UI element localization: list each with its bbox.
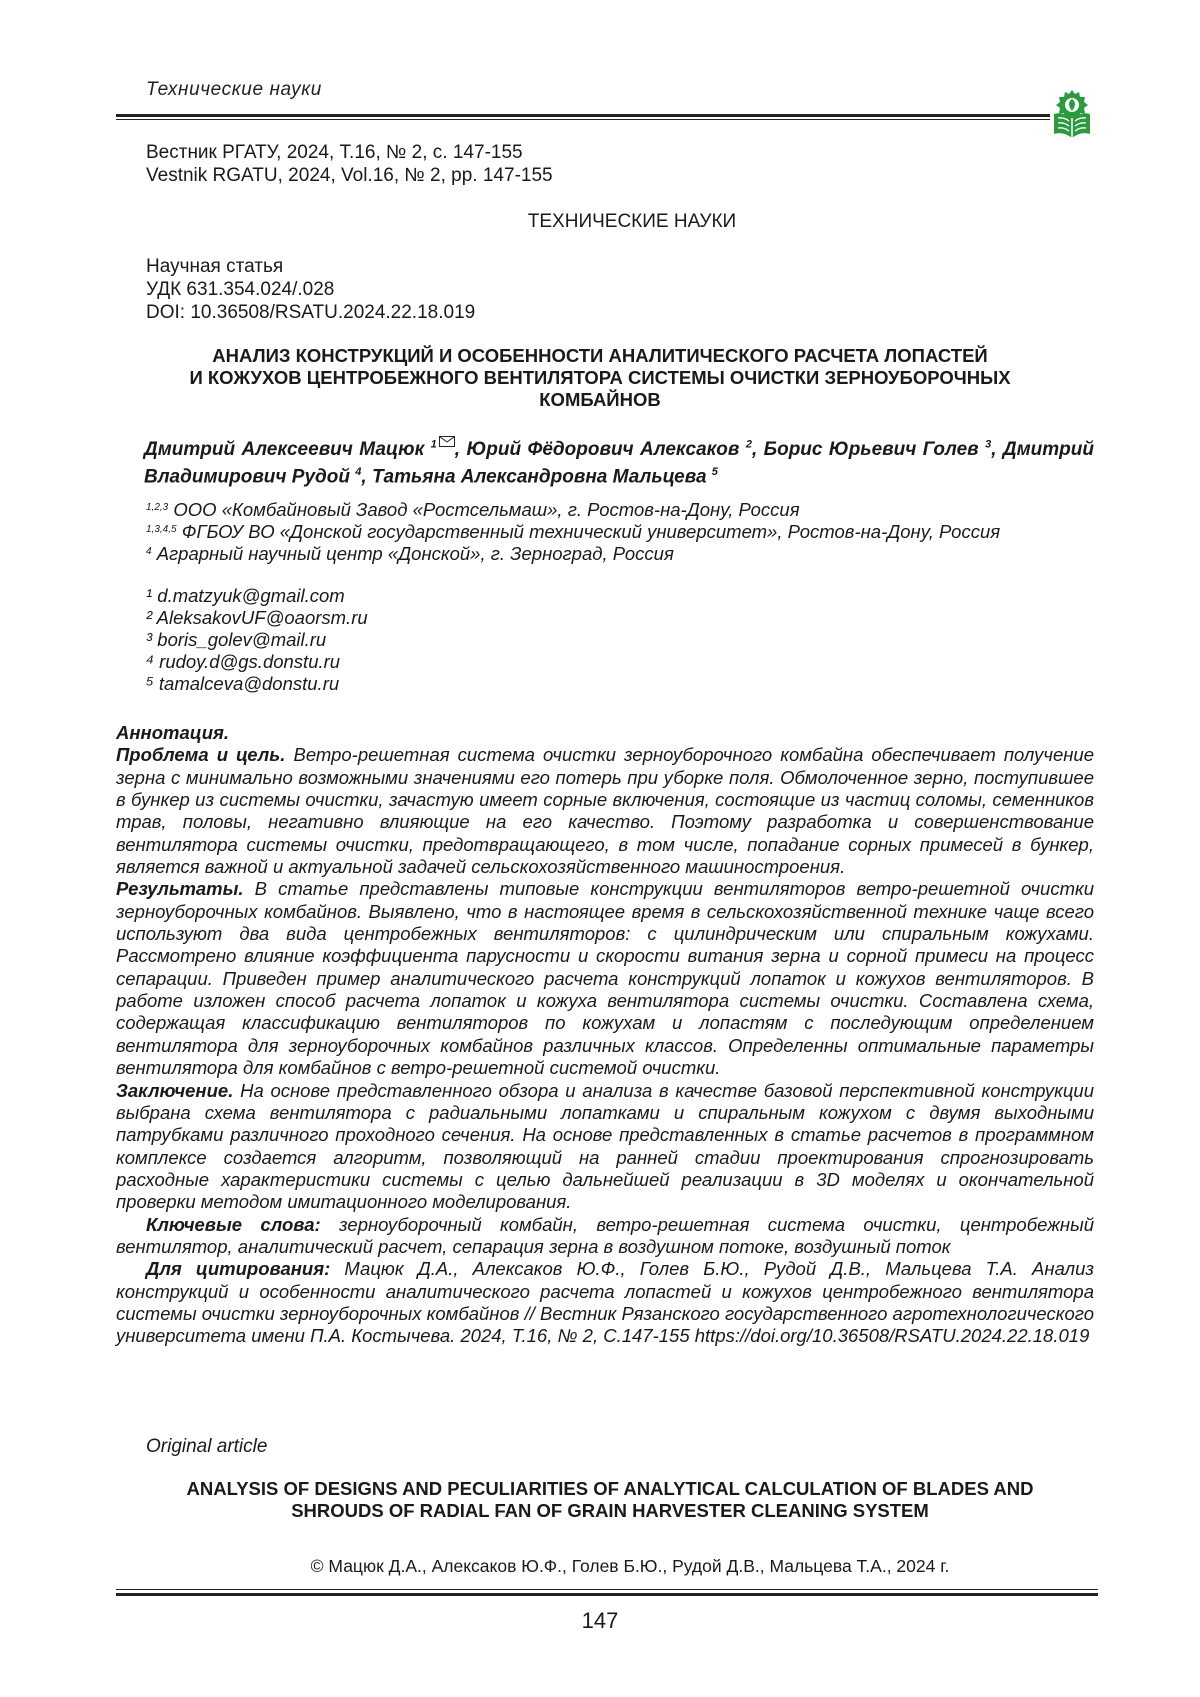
affiliation-marks: 4 bbox=[146, 546, 152, 557]
affiliation bbox=[146, 541, 674, 565]
affiliation-marks: 1,3,4,5 bbox=[146, 524, 177, 535]
doi: DOI: 10.36508/RSATU.2024.22.18.019 bbox=[146, 302, 476, 323]
citation-en: Vestnik RGATU, 2024, Vol.16, № 2, pp. 147-155 bbox=[146, 165, 553, 186]
copyright: © Мацюк Д.А., Алексаков Ю.Ф., Голев Б.Ю., Рудой Д.В., Мальцева Т.А., 2024 г. bbox=[310, 1556, 950, 1576]
affiliation bbox=[146, 497, 800, 521]
header-rule-thin bbox=[116, 119, 1050, 120]
title-ru-line3: КОМБАЙНОВ bbox=[539, 389, 661, 410]
keywords-label: Ключевые слова: bbox=[146, 1213, 321, 1235]
title-ru-line1: АНАЛИЗ КОНСТРУКЦИЙ И ОСОБЕННОСТИ АНАЛИТИЧЕСКОГО РАСЧЕТА ЛОПАСТЕЙ bbox=[212, 345, 988, 366]
author-name: Татьяна Александровна Мальцева bbox=[371, 466, 707, 488]
title-ru-line2: И КОЖУХОВ ЦЕНТРОБЕЖНОГО ВЕНТИЛЯТОРА СИСТЕМЫ ОЧИСТКИ ЗЕРНОУБОРОЧНЫХ bbox=[189, 367, 1011, 388]
journal-leaf-gear-icon bbox=[1050, 88, 1094, 138]
author-mark: 3 bbox=[985, 438, 992, 451]
journal-logo bbox=[1050, 88, 1094, 138]
author-name: Дмитрий Алексеевич Мацюк bbox=[144, 439, 425, 460]
author-name: Дмитрий Владимирович Рудой bbox=[144, 439, 1095, 488]
email-link[interactable]: ⁵ tamalceva@donstu.ru bbox=[146, 673, 340, 694]
author-name: Борис Юрьевич Голев bbox=[763, 439, 979, 460]
title-en-line2: SHROUDS OF RADIAL FAN OF GRAIN HARVESTER CLEANING SYSTEM bbox=[291, 1500, 929, 1521]
rubric: ТЕХНИЧЕСКИЕ НАУКИ bbox=[527, 211, 737, 232]
affiliation bbox=[146, 519, 1000, 543]
email-link[interactable]: ¹ d.matzyuk@gmail.com bbox=[146, 585, 345, 606]
article-type-en: Original article bbox=[146, 1436, 268, 1457]
author-list: Дмитрий Алексеевич Мацюк $^1$ , Юрий Фёдорович Алексаков $^2$, Борис Юрьевич Голев $^3$, Дмитрий Владимирович Рудой $^4$, Татьяна Александровна Мальцева $^5$ bbox=[144, 430, 1094, 488]
affiliation-text: ФГБОУ ВО «Донской государственный технический университет», Ростов-на-Дону, Россия bbox=[181, 521, 1001, 542]
author-mark: 5 bbox=[711, 466, 718, 478]
abstract-heading: Аннотация. bbox=[116, 722, 230, 743]
abstract bbox=[116, 722, 1094, 1348]
page-number: 147 bbox=[581, 1608, 619, 1633]
author-mark: 4 bbox=[355, 466, 362, 478]
citation-ru: Вестник РГАТУ, 2024, Т.16, № 2, с. 147-155 bbox=[146, 142, 523, 163]
affiliation-marks: 1,2,3 bbox=[146, 502, 169, 513]
author-mark: 1 bbox=[430, 438, 437, 451]
keywords-text: зерноуборочный комбайн, ветро-решетная система очистки, центробежный вентилятор, аналитический расчет, сепарация зерна в воздушном потоке, воздушный поток bbox=[116, 1213, 1094, 1257]
cite-label: Для цитирования: bbox=[146, 1258, 331, 1280]
affiliation-text: Аграрный научный центр «Донской», г. Зерноград, Россия bbox=[156, 543, 674, 564]
footer-rule-thin bbox=[116, 1589, 1098, 1590]
conclusion-label: Заключение. bbox=[116, 1079, 234, 1101]
running-header-section: Технические науки bbox=[146, 79, 322, 100]
email-link[interactable]: ³ boris_golev@mail.ru bbox=[146, 629, 327, 650]
results-text: В статье представлены типовые конструкции вентиляторов ветро-решетной очистки зерноуборочных комбайнов. Выявлено, что в настоящее время в сельскохозяйственной технике чаще всего используют два вида центробежных вентиляторов: с цилиндрическим или спиральным кожухами. Рассмотрено влияние коэффициента парусности и скорости витания зерна и сорной примеси на процесс сепарации. Приведен пример аналитического расчета конструкций лопаток и кожухов вентиляторов. В работе изложен способ расчета лопаток и кожуха вентилятора системы очистки. Составлена схема, содержащая классификацию вентиляторов по кожухам и лопастям с последующим определением вентилятора для зерноуборочных комбайнов различных классов. Определенны оптимальные параметры вентилятора для комбайнов с ветро-решетной системой очистки. bbox=[116, 878, 1095, 1079]
udc: УДК 631.354.024/.028 bbox=[146, 279, 335, 300]
problem-text: Ветро-решетная система очистки зерноуборочного комбайна обеспечивает получение зерна с минимально возможными значениями его потерь при уборке поля. Обмолоченное зерно, поступившее в бункер из системы очистки, зачастую имеет сорные включения, состоящие из частиц соломы, семенников трав, половы, негативно влияющие на его качество. Поэтому разработка и совершенствование вентилятора системы очистки, предотвращающего, в том числе, попадание сорных примесей в бункер, является важной и актуальной задачей сельскохозяйственного машиностроения. bbox=[116, 744, 1094, 878]
email-link[interactable]: ² AleksakovUF@oaorsm.ru bbox=[146, 607, 368, 628]
email-link[interactable]: ⁴ rudoy.d@gs.donstu.ru bbox=[146, 651, 341, 672]
author-name: Юрий Фёдорович Алексаков bbox=[466, 439, 740, 460]
header-rule bbox=[116, 114, 1050, 117]
problem-label: Проблема и цель. bbox=[116, 744, 286, 766]
results-label: Результаты. bbox=[116, 878, 244, 900]
affiliation-text: ООО «Комбайновый Завод «Ростсельмаш», г. Ростов-на-Дону, Россия bbox=[173, 499, 800, 520]
article-type: Научная статья bbox=[146, 256, 284, 277]
footer-rule bbox=[116, 1593, 1098, 1596]
envelope-icon bbox=[439, 430, 455, 453]
conclusion-text: На основе представленного обзора и анализа в качестве базовой перспективной конструкции выбрана схема вентилятора с радиальными лопатками и спиральным кожухом с двумя выходными патрубками различного проходного сечения. На основе представленных в статье расчетов в программном комплексе создается алгоритм, позволяющий на ранней стадии проектирования спрогнозировать расходные характеристики системы с целью дальнейшей реализации в 3D моделях и окончательной проверки методом имитационного моделирования. bbox=[116, 1079, 1095, 1213]
title-en-line1: ANALYSIS OF DESIGNS AND PECULIARITIES OF ANALYTICAL CALCULATION OF BLADES AND bbox=[186, 1478, 1034, 1499]
cite-text: Мацюк Д.А., Алексаков Ю.Ф., Голев Б.Ю., Рудой Д.В., Мальцева Т.А. Анализ конструкций и особенности аналитического расчета лопастей и кожухов центробежного вентилятора системы очистки зерноуборочных комбайнов // Вестник Рязанского государственного агротехнологического университета имени П.А. Костычева. 2024, Т.16, № 2, С.147-155 https://doi.org/10.36508/RSATU.2024.22.18.019 bbox=[116, 1258, 1094, 1347]
author-mark: 2 bbox=[745, 438, 752, 451]
